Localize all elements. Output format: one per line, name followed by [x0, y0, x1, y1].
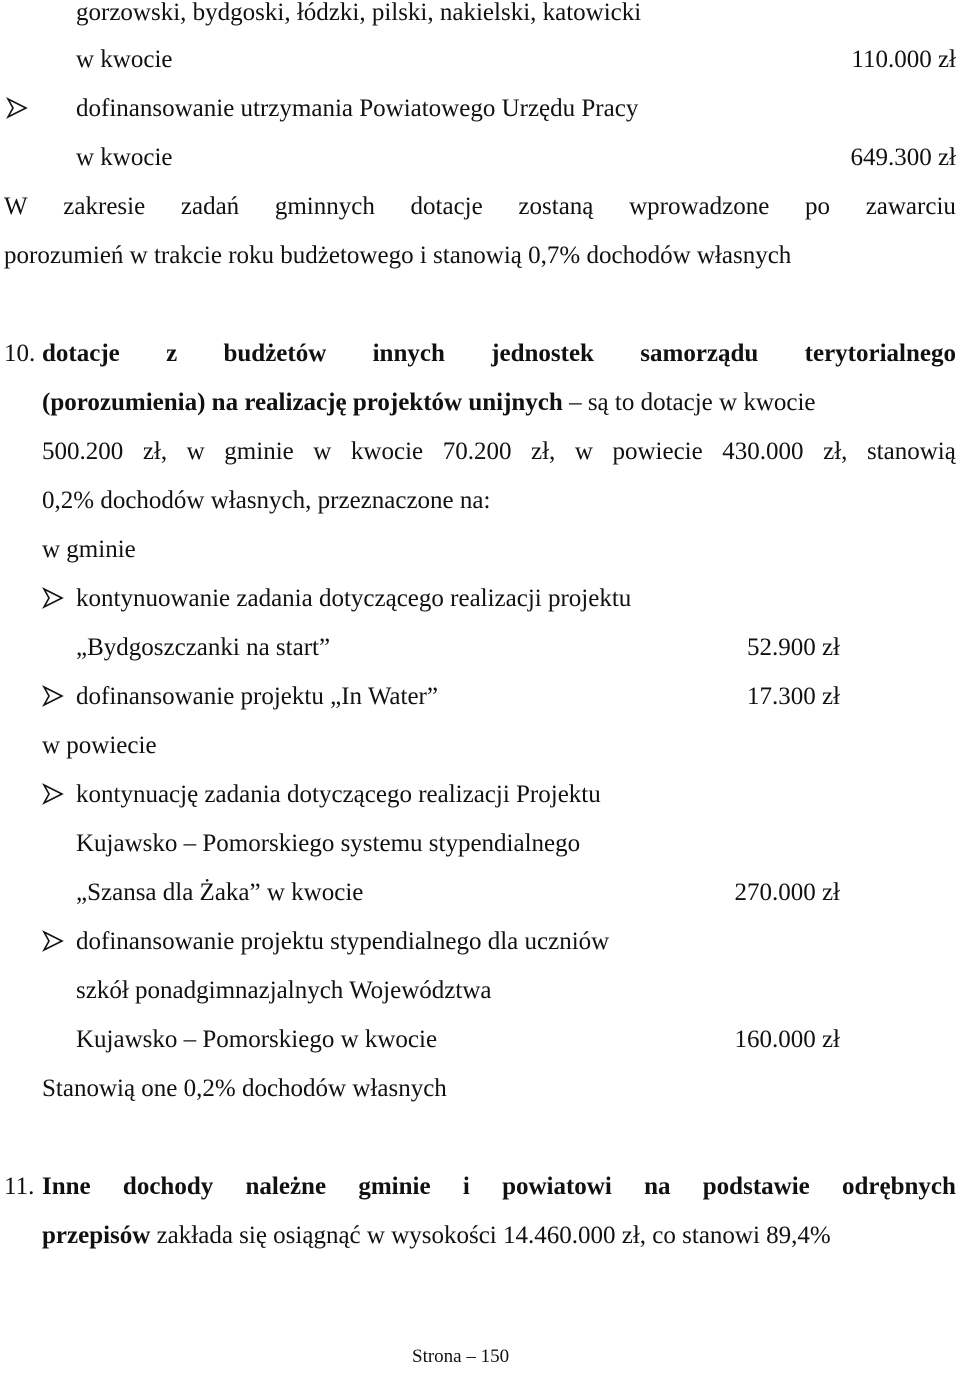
word: samorządu: [640, 340, 759, 367]
list-item: dofinansowanie utrzymania Powiatowego Urzędu Pracy: [76, 95, 639, 122]
word: w: [574, 438, 593, 465]
section-heading: [42, 1162, 956, 1211]
summary-line: Stanowią one 0,2% dochodów własnych: [42, 1075, 447, 1102]
justified-line: [4, 182, 956, 231]
word: zawarciu: [865, 193, 956, 220]
section-number: 10.: [4, 340, 36, 367]
list-item: kontynuowanie zadania dotyczącego realizacji projektu: [76, 585, 632, 612]
amount: 17.300 zł: [746, 683, 840, 710]
word: i: [462, 1173, 470, 1200]
text: – są to dotacje w kwocie: [562, 389, 816, 416]
word: w: [313, 438, 332, 465]
bold-text: (porozumienia) na realizację projektów unijnych: [42, 389, 563, 416]
word: W: [4, 193, 28, 220]
text-line: [42, 1211, 831, 1260]
word: zł,: [142, 438, 168, 465]
word: gminie: [358, 1173, 431, 1200]
arrowhead-bullet-icon: [42, 930, 64, 952]
section-number: 11.: [4, 1173, 35, 1200]
text-line: „Szansa dla Żaka” w kwocie: [76, 879, 364, 906]
text-line: 0,2% dochodów własnych, przeznaczone na:: [42, 487, 491, 514]
amount: 160.000 zł: [734, 1026, 840, 1053]
subheading-gmina: w gminie: [42, 536, 136, 563]
text-line: gorzowski, bydgoski, łódzki, pilski, nakielski, katowicki: [76, 0, 642, 26]
word: stanowią: [866, 438, 956, 465]
word: gminie: [224, 438, 294, 465]
arrowhead-bullet-icon: [42, 685, 64, 707]
word: podstawie: [702, 1173, 810, 1200]
word: budżetów: [223, 340, 327, 367]
word: po: [805, 193, 830, 220]
bold-text: przepisów: [42, 1222, 151, 1249]
list-item: dofinansowanie projektu stypendialnego dla uczniów: [76, 928, 610, 955]
word: 70.200: [442, 438, 512, 465]
text-line: w kwocie: [76, 144, 173, 171]
amount: 52.900 zł: [746, 634, 840, 661]
list-item: kontynuację zadania dotyczącego realizacji Projektu: [76, 781, 601, 808]
word: w: [186, 438, 205, 465]
page-number: Strona – 150: [412, 1346, 510, 1367]
text-line: „Bydgoszczanki na start”: [76, 634, 331, 661]
section-heading: [42, 329, 956, 378]
amount: 110.000 zł: [851, 46, 956, 73]
justified-line: [42, 427, 956, 476]
text-line: w kwocie: [76, 46, 173, 73]
word: dotacje: [42, 340, 120, 367]
word: gminnych: [274, 193, 375, 220]
list-item: dofinansowanie projektu „In Water”: [76, 683, 438, 710]
arrowhead-bullet-icon: [6, 97, 28, 119]
subheading-powiat: w powiecie: [42, 732, 157, 759]
word: dotacje: [410, 193, 483, 220]
text: zakłada się osiągnąć w wysokości 14.460.000 zł, co stanowi 89,4%: [150, 1222, 831, 1249]
text-line: porozumień w trakcie roku budżetowego i stanowią 0,7% dochodów własnych: [4, 242, 792, 269]
word: innych: [372, 340, 445, 367]
word: 430.000: [722, 438, 804, 465]
word: powiecie: [612, 438, 703, 465]
amount: 270.000 zł: [734, 879, 840, 906]
word: zakresie: [63, 193, 146, 220]
arrowhead-bullet-icon: [42, 587, 64, 609]
word: zł,: [531, 438, 556, 465]
word: z: [166, 340, 178, 367]
word: na: [644, 1173, 671, 1200]
word: terytorialnego: [804, 340, 956, 367]
word: powiatowi: [502, 1173, 612, 1200]
text-line: [42, 378, 816, 427]
word: dochody: [122, 1173, 214, 1200]
word: należne: [245, 1173, 327, 1200]
arrowhead-bullet-icon: [42, 783, 64, 805]
word: wprowadzone: [629, 193, 770, 220]
word: zostaną: [518, 193, 594, 220]
word: 500.200: [42, 438, 124, 465]
word: kwocie: [350, 438, 424, 465]
text-line: Kujawsko – Pomorskiego w kwocie: [76, 1026, 438, 1053]
text-line: Kujawsko – Pomorskiego systemu stypendialnego: [76, 830, 581, 857]
word: odrębnych: [842, 1173, 956, 1200]
amount: 649.300 zł: [850, 144, 956, 171]
word: jednostek: [491, 340, 594, 367]
word: zadań: [180, 193, 240, 220]
text-line: szkół ponadgimnazjalnych Województwa: [76, 977, 492, 1004]
word: zł,: [823, 438, 848, 465]
word: Inne: [42, 1173, 91, 1200]
